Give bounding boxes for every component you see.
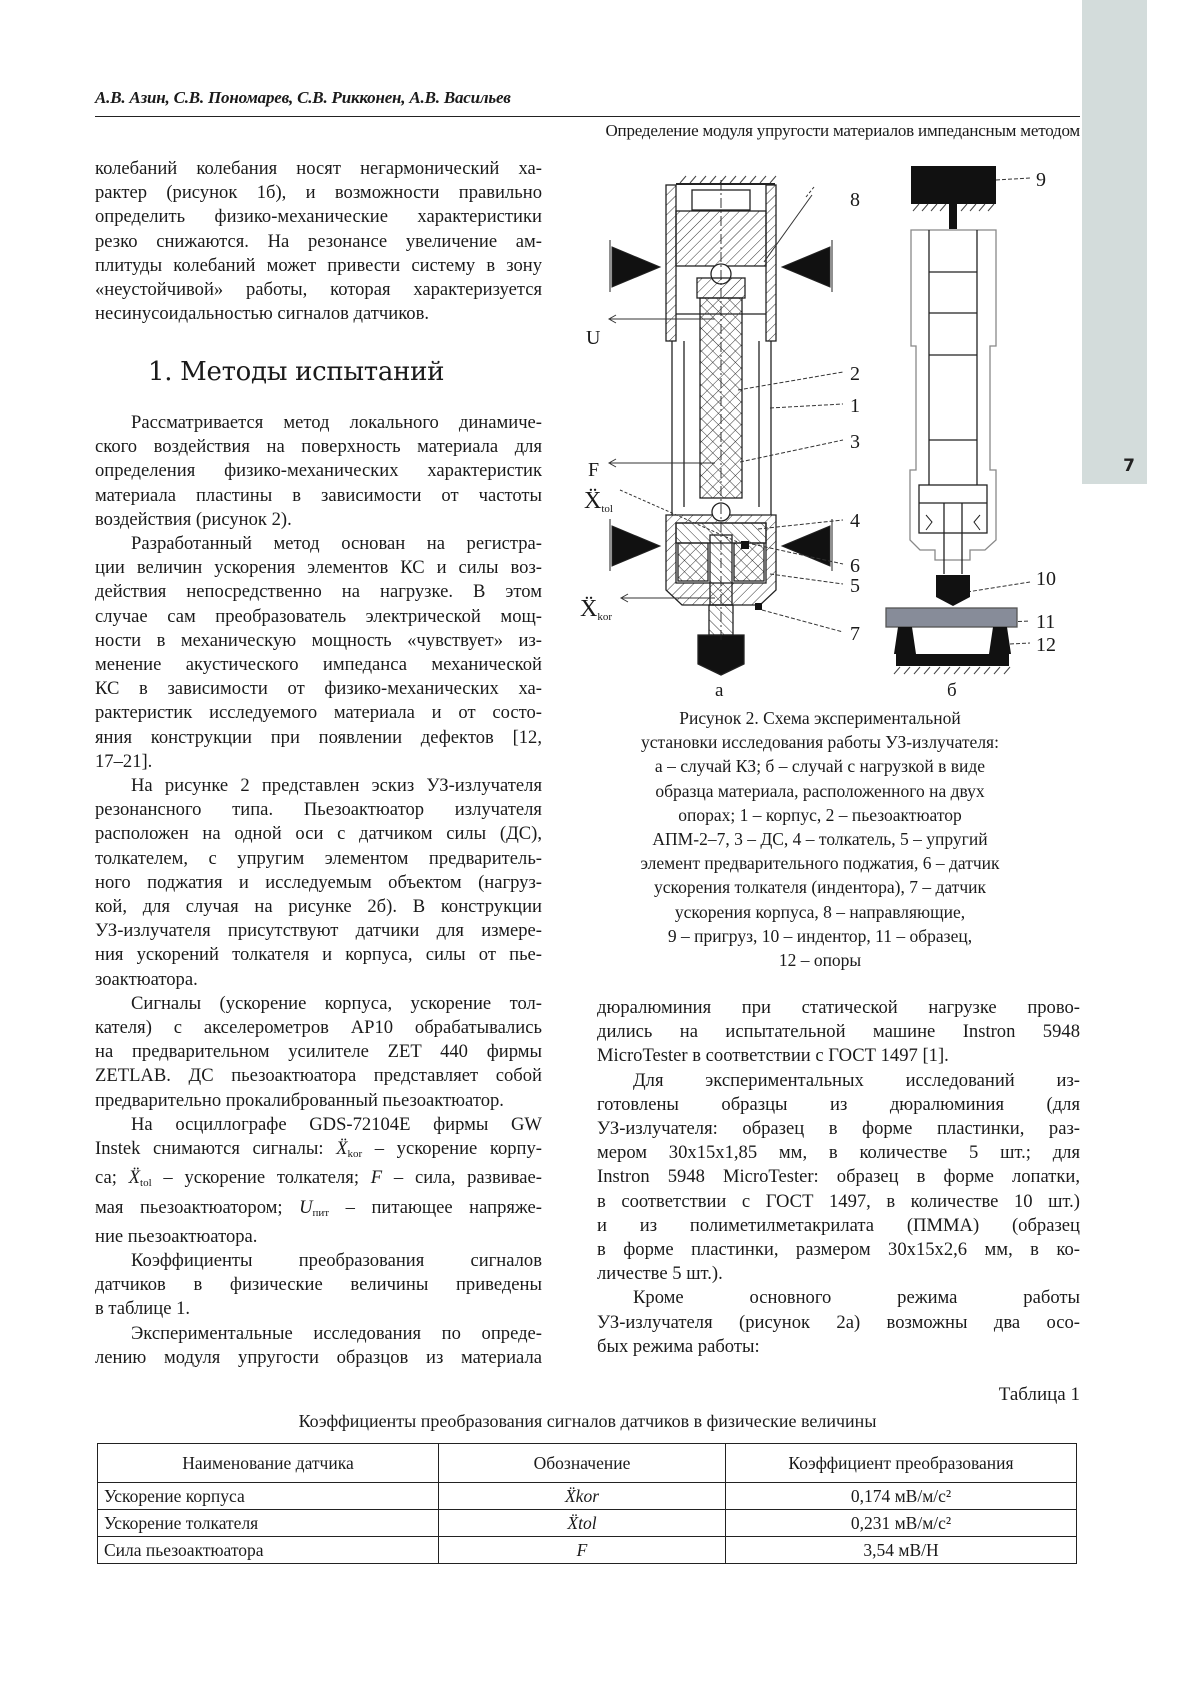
text-line: ского воздействия на поверхность материала для xyxy=(95,436,542,458)
paragraph xyxy=(597,1069,1080,1287)
label-4: 4 xyxy=(850,510,860,532)
text-line: датчиков в физические величины приведены xyxy=(95,1274,542,1296)
text-line: кателя) с акселерометров AP10 обрабатывались xyxy=(95,1017,542,1039)
text-line: ние пьезоактюатора. xyxy=(95,1225,258,1247)
paragraph xyxy=(95,1322,542,1370)
paragraph xyxy=(597,1286,1080,1359)
subfigure-label-b: б xyxy=(947,680,957,701)
text-line: ного поджатия и исследуемым объектом (нагруз- xyxy=(95,871,542,893)
text-line: Коэффициенты преобразования сигналов xyxy=(131,1249,542,1271)
label-11: 11 xyxy=(1036,611,1056,633)
text-line: несинусоидальностью сигналов датчиков. xyxy=(95,303,430,325)
sensor-name-cell: Ускорение корпуса xyxy=(98,1483,439,1510)
figure-caption xyxy=(590,706,1050,972)
text-line: случае сам преобразователь электрической мощ- xyxy=(95,605,542,627)
text-line: Сигналы (ускорение корпуса, ускорение тол- xyxy=(131,992,542,1014)
coefficient-cell: 3,54 мВ/Н xyxy=(726,1537,1077,1564)
conversion-coefficients-table xyxy=(97,1443,1077,1564)
text-line: в соответствии с ГОСТ 1497, в количестве 10 шт.) xyxy=(597,1190,1080,1212)
symbol-cell: Ẍtol xyxy=(439,1510,726,1537)
section-heading: 1. Методы испытаний xyxy=(148,357,445,387)
text-line: ZETLAB. ДС пьезоактюатора представляет собой xyxy=(95,1065,542,1087)
left-intro-paragraph xyxy=(95,157,542,326)
page-number: 7 xyxy=(1123,456,1135,476)
text-line: резонансного типа. Пьезоактюатор излучателя xyxy=(95,799,542,821)
text-line: в таблице 1. xyxy=(95,1298,191,1320)
text-line: предварительно прокалиброванный пьезоактюатор. xyxy=(95,1089,504,1111)
label-8: 8 xyxy=(850,189,860,211)
caption-line: элемент предварительного поджатия, 6 – датчик xyxy=(640,853,1000,874)
label-3: 3 xyxy=(850,431,860,453)
paragraph xyxy=(95,411,542,532)
text-line: 17–21]. xyxy=(95,750,153,772)
column-header: Наименование датчика xyxy=(98,1444,439,1483)
caption-line: Рисунок 2. Схема экспериментальной xyxy=(679,708,961,728)
column-header: Коэффициент преобразования xyxy=(726,1444,1077,1483)
subfigure-label-a: а xyxy=(715,680,724,701)
text-line: расположен на одной оси с датчиком силы (ДС), xyxy=(95,823,542,845)
caption-line: ускорения корпуса, 8 – направляющие, xyxy=(674,901,966,922)
paragraph xyxy=(597,996,1080,1069)
paragraph xyxy=(95,992,542,1113)
label-X-kor: Ẍkor xyxy=(580,596,613,623)
label-2: 2 xyxy=(850,363,860,385)
symbol-cell: F xyxy=(439,1537,726,1564)
caption-line: установки исследования работы УЗ-излучателя: xyxy=(641,732,999,753)
caption-line: АПМ-2–7, 3 – ДС, 4 – толкатель, 5 – упругий xyxy=(652,829,988,850)
text-line: УЗ-излучателя присутствуют датчики для измере- xyxy=(95,920,542,942)
text-line: На рисунке 2 представлен эскиз УЗ-излучателя xyxy=(131,775,542,797)
text-line: «неустойчивой» работы, которая характеризуется xyxy=(95,279,542,301)
text-line: УЗ-излучателя (рисунок 2а) возможны два осо- xyxy=(597,1311,1080,1333)
paragraph xyxy=(95,774,542,992)
text-line: толкателем, с упругим элементом предваритель- xyxy=(95,847,542,869)
text-line: са; Ẍ$_{tol}$ – ускорение толкателя; F – сила, развивае- xyxy=(95,1167,542,1190)
chapter-side-tab xyxy=(1082,0,1147,484)
text-line: мая пьезоактюатором; $U_{пит}$ – питающее напряже- xyxy=(95,1196,542,1219)
text-line: личестве 5 шт.). xyxy=(597,1263,723,1285)
caption-line: 12 – опоры xyxy=(778,950,862,971)
caption-line: 9 – пригруз, 10 – индентор, 11 – образец, xyxy=(667,925,973,946)
right-body-column xyxy=(597,996,1080,1359)
text-line: Для экспериментальных исследований из- xyxy=(633,1069,1080,1091)
text-line: материала пластины в зависимости от частоты xyxy=(95,484,542,506)
column-header: Обозначение xyxy=(439,1444,726,1483)
label-6: 6 xyxy=(850,555,860,577)
text-line: дюралюминия при статической нагрузке прово- xyxy=(597,997,1080,1018)
text-line: лению модуля упругости образцов из материала xyxy=(95,1346,542,1368)
table-header-row xyxy=(98,1444,1077,1483)
text-line: кой, для случая на рисунке 2б). В конструкции xyxy=(95,896,542,918)
text-line: менение акустического импеданса механической xyxy=(95,654,542,676)
caption-line: ускорения толкателя (индентора), 7 – датчик xyxy=(654,877,986,898)
label-F: F xyxy=(588,459,600,481)
text-line: ности в механическую мощность «чувствует» из- xyxy=(95,629,542,651)
text-line: ния ускорений толкателя и корпуса, силы от пье- xyxy=(95,944,542,966)
emitter-b xyxy=(886,166,1017,674)
paragraph xyxy=(95,532,542,774)
left-body-column xyxy=(95,411,542,1370)
text-line: на предварительном усилителе ZET 440 фирмы xyxy=(95,1041,542,1063)
text-line: бых режима работы: xyxy=(597,1335,760,1357)
text-line: рактеристик исследуемого материала и от состо- xyxy=(95,702,542,724)
text-line: резко снижаются. На резонансе увеличение ам- xyxy=(95,230,542,252)
text-line: MicroTester в соответствии с ГОСТ 1497 [1]. xyxy=(597,1045,949,1067)
table-title: Коэффициенты преобразования сигналов датчиков в физические величины xyxy=(298,1411,877,1431)
table-row xyxy=(98,1483,1077,1510)
label-7: 7 xyxy=(850,623,860,645)
text-line: На осциллографе GDS-72104E фирмы GW xyxy=(131,1113,542,1135)
text-line: готовлены образцы из дюралюминия (для xyxy=(597,1093,1080,1115)
caption-line: а – случай КЗ; б – случай с нагрузкой в виде xyxy=(654,756,986,777)
text-line: Разработанный метод основан на регистра- xyxy=(131,533,542,555)
label-9: 9 xyxy=(1036,169,1046,191)
text-line: Instek снимаются сигналы: Ẍ$_{kor}$ – ускорение корпу- xyxy=(95,1138,542,1161)
text-line: в форме пластинки, размером 30х15х2,6 мм, в ко- xyxy=(597,1239,1080,1261)
text-line: зоактюатора. xyxy=(95,968,198,990)
text-line: дились на испытательной машине Instron 5948 xyxy=(597,1021,1080,1043)
figure-2-diagram xyxy=(560,150,1080,690)
sensor-name-cell: Ускорение толкателя xyxy=(98,1510,439,1537)
text-line: ции величин ускорения элементов КС и силы воз- xyxy=(95,557,542,579)
caption-line: образца материала, расположенного на двух xyxy=(655,780,985,801)
emitter-a xyxy=(666,176,776,675)
text-line: плитуды колебаний может привести систему в зону xyxy=(95,254,542,276)
label-1: 1 xyxy=(850,395,860,417)
text-line: определить физико-механические характеристики xyxy=(95,206,542,228)
text-line: колебаний колебания носят негармонический ха- xyxy=(95,158,542,179)
coefficient-cell: 0,231 мВ/м/с² xyxy=(726,1510,1077,1537)
paragraph xyxy=(95,1113,542,1249)
text-line: Рассматривается метод локального динамиче- xyxy=(131,412,542,433)
paragraph xyxy=(95,1249,542,1322)
text-line: УЗ-излучателя: образец в форме пластинки, раз- xyxy=(597,1118,1080,1140)
coefficient-cell: 0,174 мВ/м/с² xyxy=(726,1483,1077,1510)
label-5: 5 xyxy=(850,575,860,597)
text-line: яния конструкции при появлении дефектов [12, xyxy=(95,726,542,748)
label-X-tol: Ẍtol xyxy=(584,488,613,515)
sensor-name-cell: Сила пьезоактюатора xyxy=(98,1537,439,1564)
text-line: КС в зависимости от физико-механических ха- xyxy=(95,678,542,700)
text-line: Экспериментальные исследования по опреде- xyxy=(131,1322,542,1344)
text-line: рактер (рисунок 1б), и возможности правильно xyxy=(95,182,542,204)
symbol-cell: Ẍkor xyxy=(439,1483,726,1510)
text-line: и из полиметилметакрилата (ПММА) (образец xyxy=(597,1214,1080,1236)
text-line: действия непосредственно на нагрузке. В этом xyxy=(95,581,542,603)
label-10: 10 xyxy=(1036,568,1056,590)
table-row xyxy=(98,1510,1077,1537)
table-row xyxy=(98,1537,1077,1564)
running-header-title: Определение модуля упругости материалов импедансным методом xyxy=(605,121,1080,140)
text-line: Кроме основного режима работы xyxy=(633,1287,1080,1309)
header-rule xyxy=(95,116,1080,117)
caption-line: опорах; 1 – корпус, 2 – пьезоактюатор xyxy=(678,804,962,825)
label-12: 12 xyxy=(1036,634,1056,656)
text-line: определения физико-механических характеристик xyxy=(95,460,542,482)
table-number-label: Таблица 1 xyxy=(998,1384,1080,1405)
text-line: Instron 5948 MicroTester: образец в форме лопатки, xyxy=(597,1166,1080,1188)
text-line: воздействия (рисунок 2). xyxy=(95,508,292,530)
label-U: U xyxy=(586,327,601,349)
running-header-authors: А.В. Азин, С.В. Пономарев, С.В. Рикконен, А.В. Васильев xyxy=(95,88,511,107)
text-line: мером 30х15х1,85 мм, в количестве 5 шт.; для xyxy=(597,1142,1080,1164)
